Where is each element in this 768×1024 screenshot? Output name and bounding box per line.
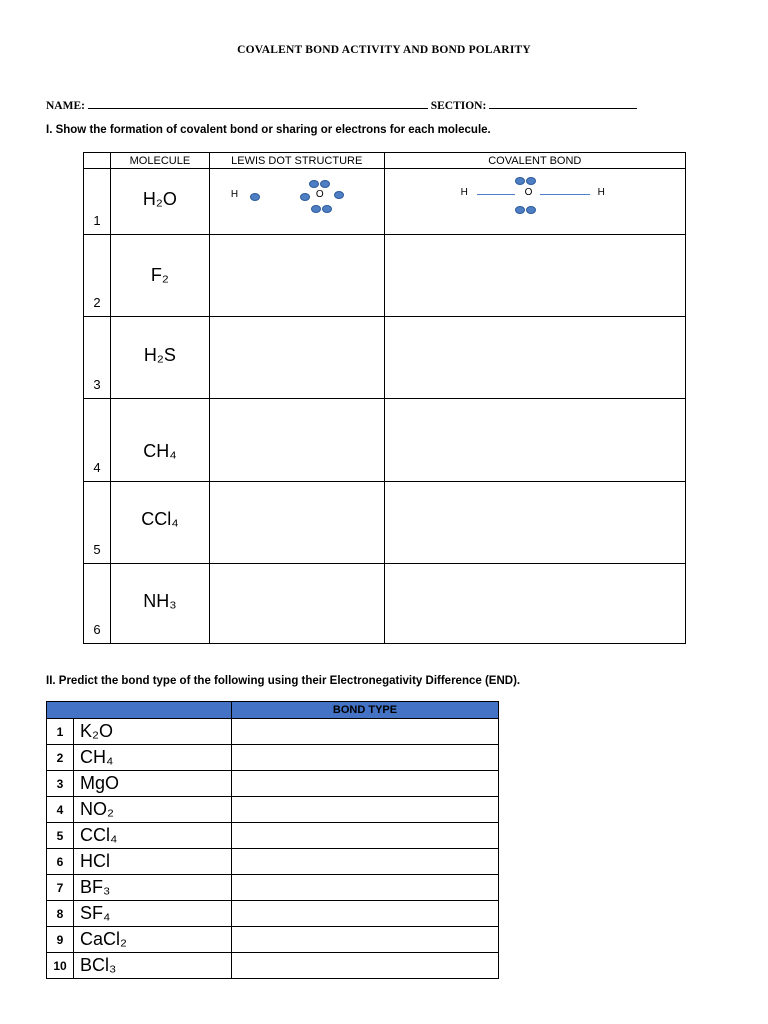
covalent-h-right-label: H	[597, 187, 605, 198]
formula-cell: MgO	[74, 771, 232, 797]
formula-cell: BF₃	[74, 875, 232, 901]
covalent-answer-cell[interactable]	[384, 399, 685, 482]
bond-type-answer-cell[interactable]	[232, 901, 499, 927]
molecule-formula: H₂S	[143, 345, 176, 365]
row-number: 6	[47, 849, 74, 875]
lewis-o-label: O	[315, 189, 324, 200]
electron-dot	[250, 193, 260, 201]
row-number: 10	[47, 953, 74, 979]
table-header-row	[84, 153, 686, 169]
header-lewis: LEWIS DOT STRUCTURE	[209, 153, 384, 169]
table-row	[47, 823, 499, 849]
bond-line-left	[477, 194, 515, 195]
header-molecule: MOLECULE	[110, 153, 209, 169]
molecule-cell	[110, 169, 209, 235]
row-number: 1	[47, 719, 74, 745]
electron-dot	[300, 193, 310, 201]
formula-cell: NO₂	[74, 797, 232, 823]
bond-type-answer-cell[interactable]	[232, 797, 499, 823]
table-row	[84, 482, 686, 564]
table-row	[84, 235, 686, 317]
molecule-cell	[110, 564, 209, 644]
covalent-answer-cell[interactable]	[384, 482, 685, 564]
electron-dot	[515, 177, 525, 185]
header-blank	[47, 702, 232, 719]
row-number: 3	[47, 771, 74, 797]
row-number: 1	[84, 169, 111, 235]
bond-type-answer-cell[interactable]	[232, 823, 499, 849]
formula-cell: K₂O	[74, 719, 232, 745]
row-number: 4	[47, 797, 74, 823]
bond-type-answer-cell[interactable]	[232, 875, 499, 901]
molecule-cell	[110, 317, 209, 399]
bond-line-right	[540, 194, 590, 195]
row-number: 3	[84, 317, 111, 399]
part1-instruction: I. Show the formation of covalent bond or sharing or electrons for each molecule.	[46, 124, 491, 136]
covalent-h-left-label: H	[460, 187, 468, 198]
electron-dot	[309, 180, 319, 188]
covalent-answer-cell[interactable]	[384, 235, 685, 317]
electron-dot	[322, 205, 332, 213]
name-blank[interactable]	[88, 98, 428, 109]
molecule-formula: F₂	[150, 265, 169, 285]
formula-cell: HCl	[74, 849, 232, 875]
covalent-bond-table	[83, 152, 686, 644]
row-number: 2	[84, 235, 111, 317]
electron-dot	[515, 206, 525, 214]
table-row	[47, 875, 499, 901]
bond-type-table	[46, 701, 499, 979]
table-row	[84, 169, 686, 235]
bond-type-answer-cell[interactable]	[232, 771, 499, 797]
section-blank[interactable]	[489, 98, 637, 109]
molecule-cell	[110, 399, 209, 482]
table-row	[47, 745, 499, 771]
lewis-h-label: H	[230, 189, 239, 200]
bond-type-answer-cell[interactable]	[232, 849, 499, 875]
row-number: 6	[84, 564, 111, 644]
formula-cell: CCl₄	[74, 823, 232, 849]
table-row	[47, 849, 499, 875]
table-row	[47, 719, 499, 745]
electron-dot	[320, 180, 330, 188]
table-row	[84, 317, 686, 399]
row-number: 5	[84, 482, 111, 564]
row-number: 4	[84, 399, 111, 482]
formula-cell: BCl₃	[74, 953, 232, 979]
covalent-cell-example	[384, 169, 685, 235]
molecule-formula: H₂O	[142, 189, 177, 209]
lewis-answer-cell[interactable]	[209, 399, 384, 482]
molecule-formula: NH₃	[143, 591, 177, 611]
formula-cell: CaCl₂	[74, 927, 232, 953]
table-header-row	[47, 702, 499, 719]
bond-type-answer-cell[interactable]	[232, 953, 499, 979]
electron-dot	[526, 177, 536, 185]
name-label: NAME:	[46, 100, 85, 112]
page-title: COVALENT BOND ACTIVITY AND BOND POLARITY	[237, 44, 531, 56]
lewis-answer-cell[interactable]	[209, 317, 384, 399]
part2-instruction: II. Predict the bond type of the following using their Electronegativity Difference (END).	[46, 675, 521, 687]
table-row	[84, 564, 686, 644]
row-number: 8	[47, 901, 74, 927]
formula-cell: SF₄	[74, 901, 232, 927]
section-label: SECTION:	[430, 100, 487, 112]
electron-dot	[311, 205, 321, 213]
covalent-o-label: O	[524, 187, 533, 198]
table-row	[47, 953, 499, 979]
lewis-answer-cell[interactable]	[209, 564, 384, 644]
table-row	[84, 399, 686, 482]
bond-type-answer-cell[interactable]	[232, 927, 499, 953]
formula-cell: CH₄	[74, 745, 232, 771]
molecule-cell	[110, 235, 209, 317]
table-row	[47, 771, 499, 797]
molecule-formula: CH₄	[143, 441, 177, 461]
header-bond-type: BOND TYPE	[232, 702, 499, 719]
table-row	[47, 927, 499, 953]
table-row	[47, 901, 499, 927]
bond-type-answer-cell[interactable]	[232, 745, 499, 771]
name-section-line	[46, 98, 637, 112]
lewis-answer-cell[interactable]	[209, 482, 384, 564]
electron-dot	[334, 191, 344, 199]
header-covalent: COVALENT BOND	[384, 153, 685, 169]
electron-dot	[526, 206, 536, 214]
bond-type-answer-cell[interactable]	[232, 719, 499, 745]
row-number: 7	[47, 875, 74, 901]
header-blank	[84, 153, 111, 169]
table-row	[47, 797, 499, 823]
row-number: 9	[47, 927, 74, 953]
molecule-cell	[110, 482, 209, 564]
covalent-answer-cell[interactable]	[384, 564, 685, 644]
row-number: 2	[47, 745, 74, 771]
molecule-formula: CCl₄	[141, 509, 179, 529]
row-number: 5	[47, 823, 74, 849]
covalent-answer-cell[interactable]	[384, 317, 685, 399]
lewis-answer-cell[interactable]	[209, 235, 384, 317]
lewis-cell-example	[209, 169, 384, 235]
